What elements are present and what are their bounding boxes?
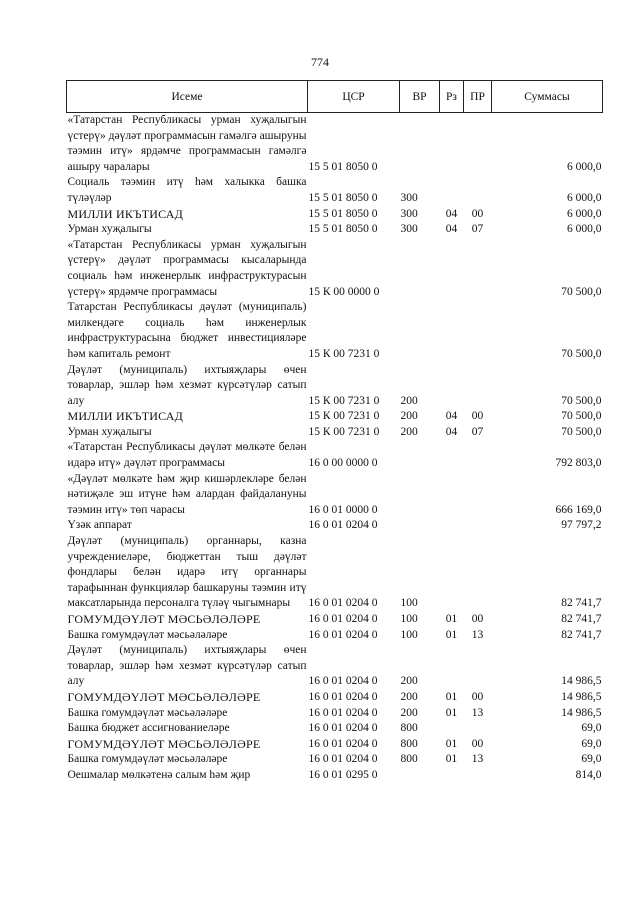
cell-sum: 97 797,2 [561,519,602,532]
cell-name: «Татарстан Республикасы урман хуҗалыгын үстерү» дәүләт программасы кысаларында социаль һәм инженерлык инфраструктурасын үстерү» ярдәмче программасы [67,238,307,298]
cell-sum: 69,0 [581,722,602,735]
cell-pr: 00 [471,613,484,625]
table-row [67,721,603,737]
table-row [67,534,603,612]
cell-sum: 814,0 [575,768,602,781]
table-row [67,440,603,471]
cell-csr: 15 5 01 8050 0 [308,207,378,220]
column-header-csr: ЦСР [308,81,400,113]
cell-name: ГОМУМДӘҮЛӘТ МӘСЬӘЛӘЛӘРЕ [67,689,261,704]
cell-pr: 13 [471,706,484,719]
cell-csr: 16 0 01 0204 0 [308,753,378,766]
column-header-pr: ПР [464,81,492,113]
column-header-vr: ВР [400,81,440,113]
table-row [67,222,603,238]
cell-csr: 16 0 01 0204 0 [308,737,378,750]
cell-vr [400,768,440,784]
cell-sum: 666 169,0 [555,503,602,516]
cell-name: Татарстан Республикасы дәүләт (муниципаль) милкендәге социаль һәм инженерлык инфраструктурасына бюджет инвестицияләре һәм капиталь ремонт [67,301,307,360]
cell-sum: 70 500,0 [561,285,602,298]
cell-rz: 04 [445,410,458,423]
table-row [67,690,603,706]
table-row [67,363,603,410]
cell-name: «Дәүләт мөлкәте һәм җир кишәрлекләре белән нәтиҗәле эш итүне һәм алардан файдалануны тәэмин итү» төп чарасы [67,472,307,516]
cell-name: Дәүләт (муниципаль) ихтыяҗлары өчен товарлар, эшләр һәм хезмәт күрсәтүләр сатып алу [67,644,307,688]
cell-csr: 16 0 01 0000 0 [308,503,378,516]
cell-vr: 100 [400,628,418,641]
cell-rz [440,300,464,362]
cell-vr [400,113,440,176]
cell-rz [440,643,464,690]
cell-csr: 15 К 00 7231 0 [308,347,380,360]
cell-csr: 15 К 00 7231 0 [308,410,380,423]
cell-vr: 200 [400,690,418,703]
cell-pr: 00 [471,207,484,220]
table-row [67,737,603,753]
cell-pr: 00 [471,410,484,423]
cell-rz: 01 [445,613,458,625]
cell-rz [440,440,464,471]
table-body [67,113,603,784]
cell-name: «Татарстан Республикасы урман хуҗалыгын үстерү» дәүләт программасын гамәлгә ашыруны тәэмин итү» ярдәмче программасын гамәлгә ашыру чаралары [67,114,307,173]
cell-pr [464,518,492,534]
cell-sum: 6 000,0 [567,160,602,173]
cell-vr: 800 [400,753,418,766]
table-row [67,768,603,784]
cell-rz [440,721,464,737]
table-row [67,628,603,644]
cell-rz [440,534,464,612]
cell-rz: 01 [445,690,458,703]
cell-csr: 16 0 00 0000 0 [308,457,378,470]
cell-csr: 15 5 01 8050 0 [308,160,378,173]
cell-sum: 82 741,7 [561,597,602,610]
table-row [67,752,603,768]
cell-name: Урман хуҗалыгы [67,425,152,438]
cell-vr [400,472,440,519]
table-row [67,643,603,690]
cell-pr [464,721,492,737]
cell-rz [440,238,464,300]
cell-rz [440,113,464,176]
cell-rz [440,768,464,784]
cell-vr: 800 [400,722,418,735]
cell-sum: 69,0 [581,737,602,750]
cell-csr: 16 0 01 0204 0 [308,628,378,641]
table-header [67,81,603,113]
cell-vr: 300 [400,223,418,236]
cell-name: Башка гомумдәүләт мәсьәләләре [67,706,228,719]
cell-pr [464,472,492,519]
cell-name: Башка гомумдәүләт мәсьәләләре [67,753,228,766]
cell-pr [464,643,492,690]
cell-pr [464,363,492,410]
cell-sum: 6 000,0 [567,191,602,204]
cell-pr: 07 [471,425,484,438]
cell-vr: 100 [400,597,418,610]
cell-sum: 82 741,7 [561,613,602,625]
cell-vr: 300 [400,191,418,204]
cell-rz [440,472,464,519]
table-row [67,518,603,534]
cell-vr: 200 [400,410,418,423]
cell-sum: 14 986,5 [561,706,602,719]
cell-csr: 15 К 00 7231 0 [308,394,380,407]
cell-sum: 70 500,0 [561,425,602,438]
cell-pr: 13 [471,753,484,766]
cell-rz [440,363,464,410]
table-row [67,300,603,362]
table-row [67,238,603,300]
table-row [67,612,603,628]
cell-csr: 15 5 01 8050 0 [308,191,378,204]
cell-vr [400,518,440,534]
cell-csr: 16 0 01 0204 0 [308,613,378,625]
cell-pr [464,440,492,471]
cell-vr: 300 [400,207,418,220]
cell-pr: 00 [471,737,484,750]
cell-name: Дәүләт (муниципаль) ихтыяҗлары өчен товарлар, эшләр һәм хезмәт күрсәтүләр сатып алу [67,363,307,407]
cell-rz: 04 [445,425,458,438]
cell-vr [400,440,440,471]
cell-csr: 16 0 01 0204 0 [308,519,378,532]
cell-sum: 6 000,0 [567,207,602,220]
cell-pr: 13 [471,628,484,641]
cell-csr: 16 0 01 0204 0 [308,690,378,703]
cell-csr: 15 К 00 0000 0 [308,285,380,298]
cell-rz: 01 [445,753,458,766]
cell-pr [464,175,492,206]
cell-csr: 16 0 01 0204 0 [308,706,378,719]
cell-name: МИЛЛИ ИКЪТИСАД [67,206,183,221]
cell-name: Оешмалар мөлкәтенә салым һәм җир [67,768,251,781]
cell-name: Башка бюджет ассигнованиеләре [67,722,230,735]
cell-vr: 200 [400,425,418,438]
cell-pr [464,534,492,612]
cell-pr [464,768,492,784]
cell-csr: 16 0 01 0204 0 [308,722,378,735]
cell-rz: 01 [445,628,458,641]
table-row [67,409,603,425]
cell-rz: 01 [445,737,458,750]
cell-name: МИЛЛИ ИКЪТИСАД [67,409,183,424]
cell-rz: 04 [445,207,458,220]
page-number: 774 [311,55,329,69]
cell-sum: 82 741,7 [561,628,602,641]
cell-pr [464,113,492,176]
cell-vr: 100 [400,613,418,625]
cell-csr: 16 0 01 0204 0 [308,597,378,610]
cell-sum: 69,0 [581,753,602,766]
cell-sum: 70 500,0 [561,394,602,407]
column-header-sum: Суммасы [492,81,603,113]
table-row [67,706,603,722]
table-row [67,113,603,176]
cell-vr [400,238,440,300]
table-row [67,472,603,519]
cell-name: «Татарстан Республикасы дәүләт мөлкәте белән идарә итү» дәүләт программасы [67,441,307,470]
table-row [67,425,603,441]
cell-sum: 70 500,0 [561,410,602,423]
column-header-rz: Рз [440,81,464,113]
cell-rz: 04 [445,223,458,236]
cell-vr [400,300,440,362]
cell-sum: 14 986,5 [561,690,602,703]
cell-rz [440,175,464,206]
cell-sum: 6 000,0 [567,223,602,236]
column-header-name: Исеме [67,81,308,113]
cell-vr: 200 [400,394,418,407]
cell-rz [440,518,464,534]
cell-name: ГОМУМДӘҮЛӘТ МӘСЬӘЛӘЛӘРЕ [67,736,261,751]
cell-rz: 01 [445,706,458,719]
cell-name: Урман хуҗалыгы [67,223,152,236]
cell-csr: 16 0 01 0204 0 [308,675,378,688]
cell-name: Үзәк аппарат [67,519,132,532]
table-row [67,175,603,206]
cell-vr: 200 [400,706,418,719]
budget-table [66,80,603,784]
cell-name: Дәүләт (муниципаль) органнары, казна учреждениеләре, бюджеттан тыш дәүләт фондлары белән идарә итү органнары тарафыннан функцияләр башкаруны тәэмин итү максатларында персоналга түләү чыгымнары [67,535,307,610]
cell-pr: 07 [471,223,484,236]
cell-pr [464,238,492,300]
cell-pr [464,300,492,362]
cell-name: ГОМУМДӘҮЛӘТ МӘСЬӘЛӘЛӘРЕ [67,612,261,626]
table-row [67,207,603,223]
cell-pr: 00 [471,690,484,703]
cell-name: Башка гомумдәүләт мәсьәләләре [67,628,228,641]
cell-name: Социаль тәэмин итү һәм халыкка башка түләүләр [67,176,307,204]
cell-sum: 70 500,0 [561,347,602,360]
cell-csr: 16 0 01 0295 0 [308,768,378,781]
cell-sum: 14 986,5 [561,675,602,688]
cell-vr: 200 [400,675,418,688]
cell-sum: 792 803,0 [555,457,602,470]
cell-vr: 800 [400,737,418,750]
cell-csr: 15 К 00 7231 0 [308,425,380,438]
cell-csr: 15 5 01 8050 0 [308,223,378,236]
